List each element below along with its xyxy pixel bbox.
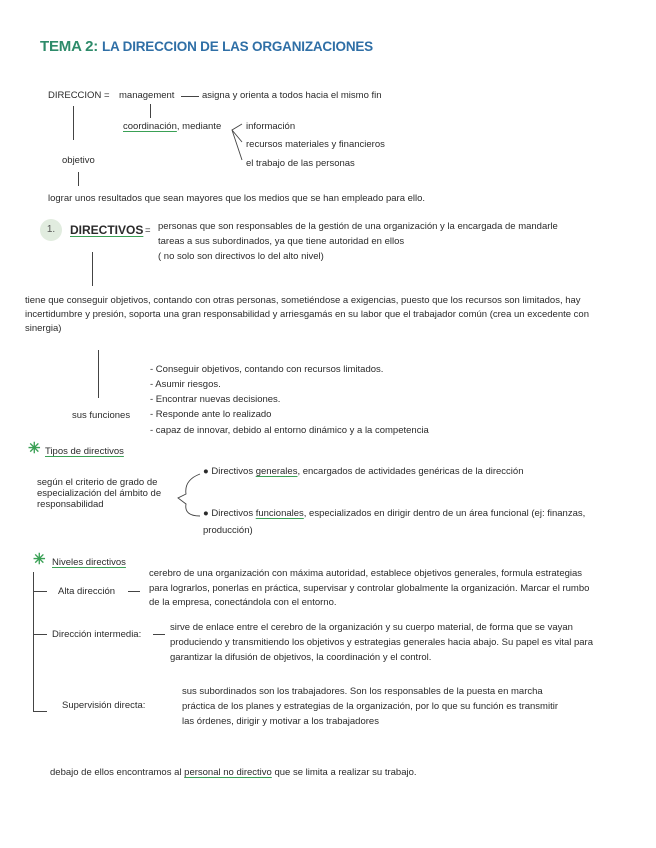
connector-line — [33, 634, 47, 635]
bullet-text: ● Directivos — [203, 508, 256, 519]
supervision-label: Supervisión directa: — [62, 700, 146, 711]
alta-text: cerebro de una organización con máxima autoridad, establece objetivos generales, formula estrategias para lograrlos, ponerlas en práctica, supervisar y controlar globalmente la organización. Marcar el rumbo de la empresa, conectándola con el entorno. — [149, 568, 590, 608]
means-item: el trabajo de las personas — [246, 158, 355, 169]
coordinacion-line — [123, 120, 221, 133]
connector-line — [92, 252, 93, 286]
funcion-item: - Responde ante lo realizado — [150, 409, 272, 420]
direccion-term: DIRECCION = — [48, 90, 110, 101]
tipos-heading: Tipos de directivos — [45, 446, 124, 457]
directivos-paragraph: tiene que conseguir objetivos, contando con otras personas, sometiéndose a exigencias, puesto que los recursos son limitados, hay incertidumbre y presión, soporta una gran responsabilidad y arriesgamás en su labor que el trabajador común (crea un excedente con sinergia) — [25, 295, 589, 334]
generales-term: generales — [255, 466, 298, 477]
bullet-text: ● Directivos — [203, 466, 256, 477]
mediante-text: , mediante — [176, 121, 222, 132]
management-term: management — [119, 90, 175, 101]
means-item: información — [246, 121, 296, 132]
title-number: TEMA 2: — [40, 38, 99, 55]
footer-pre: debajo de ellos encontramos al — [50, 767, 185, 778]
definition-line: personas que son responsables de la gestión de una organización y la encargada de mandarle — [158, 221, 558, 232]
funcionales-term: funcionales — [255, 508, 304, 519]
personal-no-directivo-term: personal no directivo — [184, 767, 272, 778]
connector-line — [98, 350, 99, 398]
funciones-label: sus funciones — [72, 410, 131, 421]
generales-rest: , encargados de actividades genéricas de la dirección — [297, 466, 524, 477]
connector-line — [33, 572, 34, 712]
definition-line: ( no solo son directivos lo del alto nivel) — [158, 251, 324, 262]
connector-line — [128, 591, 140, 592]
funcion-item: - Encontrar nuevas decisiones. — [150, 394, 281, 405]
section-number-badge: 1. — [40, 219, 62, 241]
coordinacion-term: coordinación — [123, 121, 177, 132]
definition-line: tareas a sus subordinados, ya que tiene autoridad en ellos — [158, 236, 405, 247]
lograr-text: lograr unos resultados que sean mayores que los medios que se han empleado para ello. — [48, 193, 426, 204]
supervision-text: sus subordinados son los trabajadores. Son los responsables de la puesta en marcha práctica de los planes y estrategias de la organización, por lo que su función es transmitir las órdenes, dirigir y motivar a los trabajadores — [182, 686, 558, 727]
page-title — [40, 38, 373, 55]
title-text: LA DIRECCION DE LAS ORGANIZACIONES — [102, 39, 373, 54]
intermedia-text: sirve de enlace entre el cerebro de la organización y su cuerpo material, de forma que se vayan produciendo y transmitiendo los objetivos y estrategias generales hacia abajo. Su papel es vital para garantizar la difusión de objetivos, la coordinación y el control. — [170, 622, 594, 663]
intermedia-label: Dirección intermedia: — [52, 629, 142, 640]
directivos-equals: = — [145, 225, 151, 236]
connector-line — [181, 96, 199, 97]
footer-note — [50, 766, 417, 779]
footer-post: que se limita a realizar su trabajo. — [271, 767, 417, 778]
directivos-heading: DIRECTIVOS — [70, 223, 144, 237]
funcion-item: - Asumir riesgos. — [150, 379, 221, 390]
brace-connector — [228, 120, 244, 168]
connector-line — [73, 106, 74, 140]
connector-line — [153, 634, 165, 635]
connector-line — [33, 711, 47, 712]
funcion-item: - capaz de innovar, debido al entorno dinámico y a la competencia — [150, 425, 429, 436]
niveles-heading: Niveles directivos — [52, 557, 126, 568]
tipos-criterio: según el criterio de grado de especialización del ámbito de responsabilidad — [37, 477, 162, 510]
brace-connector — [174, 470, 204, 520]
objetivo-label: objetivo — [62, 155, 95, 166]
star-icon: ✳ — [28, 440, 41, 457]
star-icon: ✳ — [33, 551, 46, 568]
connector-line — [33, 591, 47, 592]
directivos-generales — [203, 465, 523, 478]
funcion-item: - Conseguir objetivos, contando con recursos limitados. — [150, 364, 384, 375]
direccion-assigns: asigna y orienta a todos hacia el mismo fin — [202, 90, 382, 101]
connector-line — [150, 104, 151, 118]
connector-line — [78, 172, 79, 186]
alta-label: Alta dirección — [58, 586, 116, 597]
means-item: recursos materiales y financieros — [246, 139, 385, 150]
funcionales-rest: , especializados en dirigir dentro de un área funcional (ej: finanzas, producción) — [203, 508, 586, 536]
directivos-funcionales — [203, 505, 603, 539]
